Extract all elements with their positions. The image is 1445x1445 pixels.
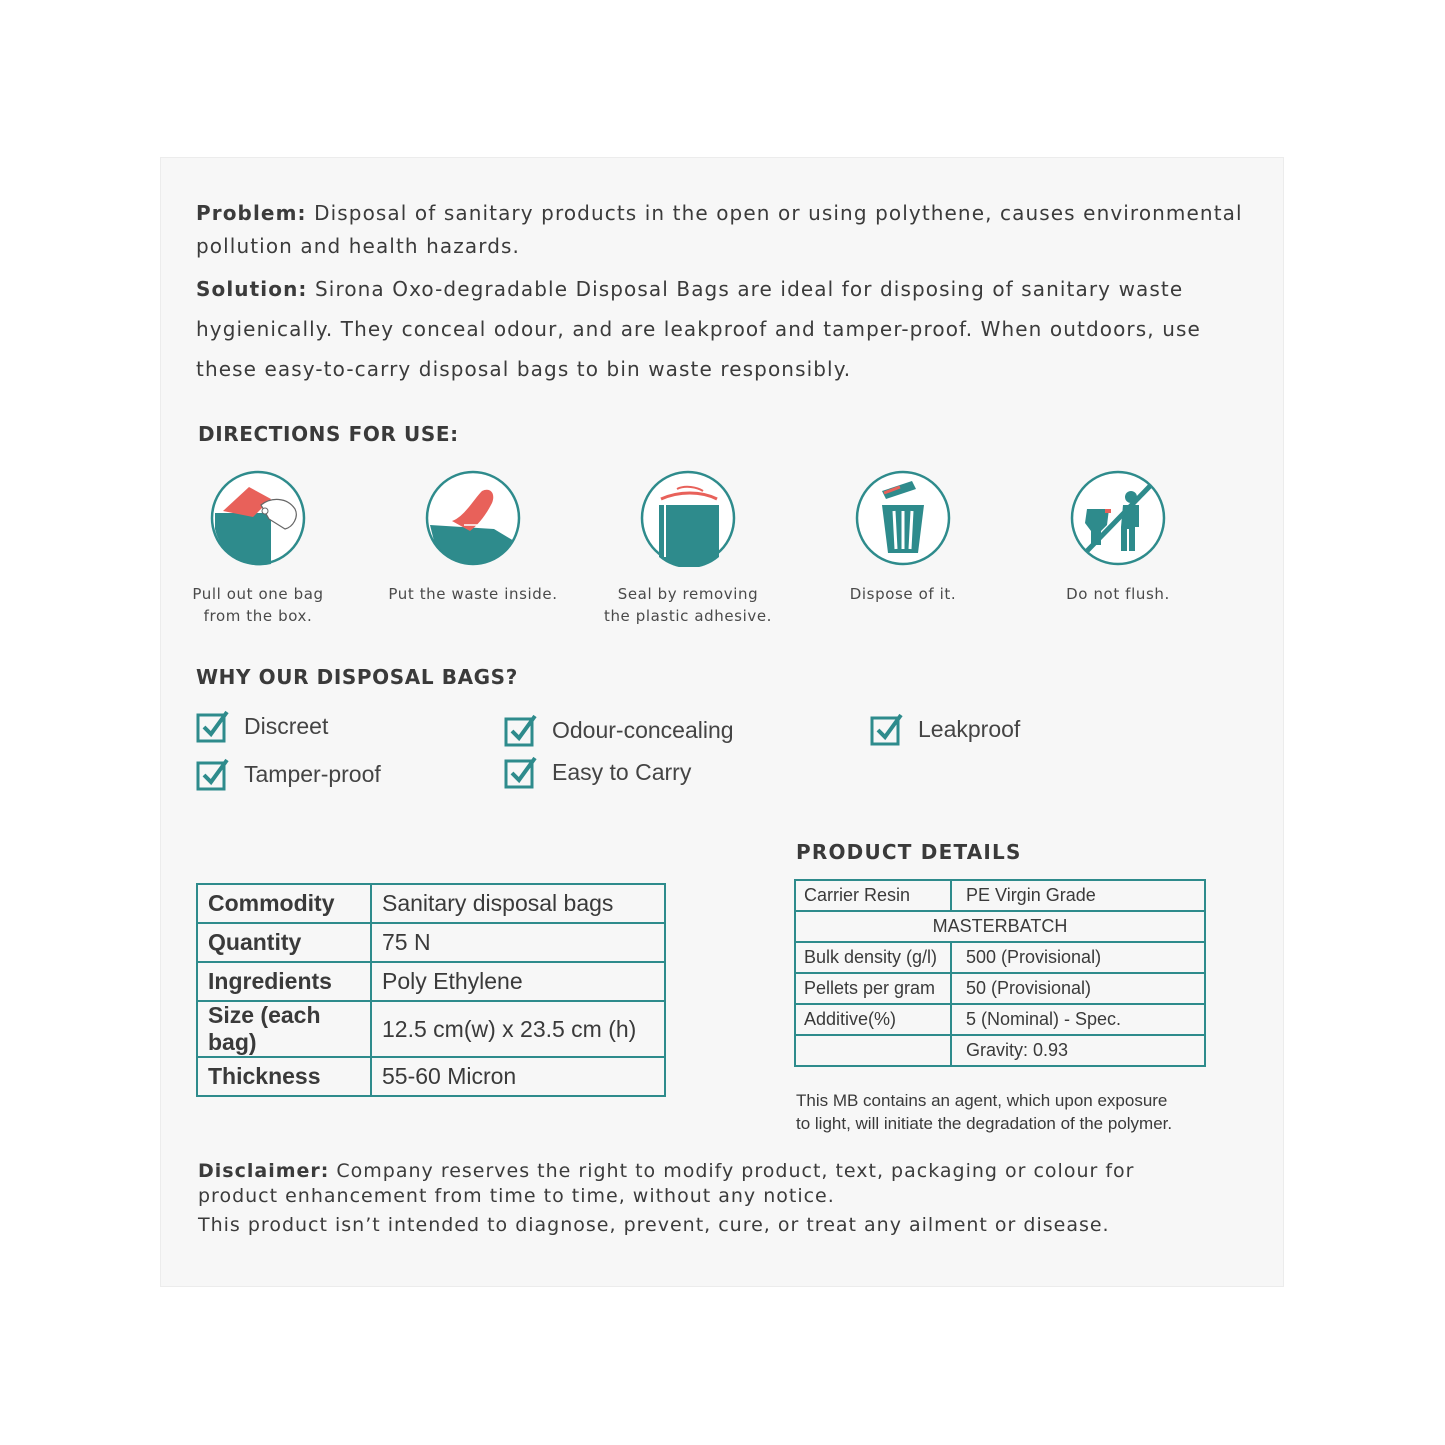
disclaimer-paragraph (198, 1159, 1208, 1209)
table-row: Ingredients Poly Ethylene (197, 962, 665, 1001)
masterbatch-note: This MB contains an agent, which upon exposure to light, will initiate the degradation of the polymer. (796, 1091, 1173, 1133)
checkbox-checked-icon (504, 713, 538, 747)
feature-discreet (196, 709, 328, 743)
checkbox-checked-icon (870, 712, 904, 746)
step-caption: Do not flush. (1066, 585, 1170, 603)
feature-label: Discreet (244, 712, 329, 739)
step-caption: Seal by removing the plastic adhesive. (603, 585, 773, 625)
why-heading: WHY OUR DISPOSAL BAGS? (196, 665, 518, 689)
table-row: Commodity Sanitary disposal bags (197, 884, 665, 923)
problem-label: Problem: (196, 201, 307, 225)
feature-label: Odour-concealing (552, 716, 734, 743)
step-caption: Pull out one bag from the box. (192, 585, 324, 625)
table-row: Bulk density (g/l) 500 (Provisional) (795, 942, 1205, 973)
seal-bag-icon (639, 469, 737, 567)
feature-easy-to-carry (504, 755, 691, 789)
table-row: Size (each bag) 12.5 cm(w) x 23.5 cm (h) (197, 1001, 665, 1057)
disclaimer-note: This product isn’t intended to diagnose, prevent, cure, or treat any ailment or disease. (198, 1214, 1110, 1236)
disclaimer-label: Disclaimer: (198, 1160, 330, 1182)
step-seal (578, 469, 798, 627)
pad-into-bag-icon (424, 469, 522, 567)
feature-tamper-proof (196, 757, 381, 791)
feature-odour-concealing (504, 713, 734, 747)
hand-pull-bag-icon (209, 469, 307, 567)
checkbox-checked-icon (196, 757, 230, 791)
step-caption: Put the waste inside. (388, 585, 558, 603)
step-dispose (793, 469, 1013, 605)
spec-table (196, 883, 666, 1097)
feature-leakproof (870, 712, 1020, 746)
problem-paragraph (196, 197, 1266, 263)
solution-label: Solution: (196, 277, 308, 301)
step-put-waste (363, 469, 583, 605)
trash-bin-icon (854, 469, 952, 567)
solution-text: Sirona Oxo-degradable Disposal Bags are ideal for disposing of sanitary waste hygienically. They conceal odour, and are leakproof and tamper-proof. When outdoors, use these easy-to-carry disposal bags to bin waste responsibly. (196, 277, 1201, 381)
table-row: Pellets per gram 50 (Provisional) (795, 973, 1205, 1004)
table-row (795, 911, 1205, 942)
package-panel (160, 157, 1284, 1287)
feature-label: Leakproof (918, 715, 1021, 742)
table-row: Additive(%) 5 (Nominal) - Spec. (795, 1004, 1205, 1035)
problem-text: Disposal of sanitary products in the open or using polythene, causes environmental pollution and health hazards. (196, 201, 1243, 258)
table-row: Gravity: 0.93 (795, 1035, 1205, 1066)
disclaimer-text: Company reserves the right to modify product, text, packaging or colour for product enhancement from time to time, without any notice. (198, 1160, 1135, 1207)
checkbox-checked-icon (504, 755, 538, 789)
step-no-flush (1008, 469, 1228, 605)
feature-label: Easy to Carry (552, 758, 692, 785)
step-pull-bag (148, 469, 368, 627)
table-row: Thickness 55-60 Micron (197, 1057, 665, 1096)
checkbox-checked-icon (196, 709, 230, 743)
step-caption: Dispose of it. (849, 585, 957, 603)
table-row: Quantity 75 N (197, 923, 665, 962)
no-flush-icon (1069, 469, 1167, 567)
directions-heading: DIRECTIONS FOR USE: (198, 422, 459, 446)
product-details-heading: PRODUCT DETAILS (796, 840, 1022, 864)
product-details-table (794, 879, 1206, 1067)
solution-paragraph (196, 269, 1266, 389)
masterbatch-label: MASTERBATCH (795, 911, 1205, 942)
table-row: Carrier Resin PE Virgin Grade (795, 880, 1205, 911)
feature-label: Tamper-proof (244, 760, 381, 787)
